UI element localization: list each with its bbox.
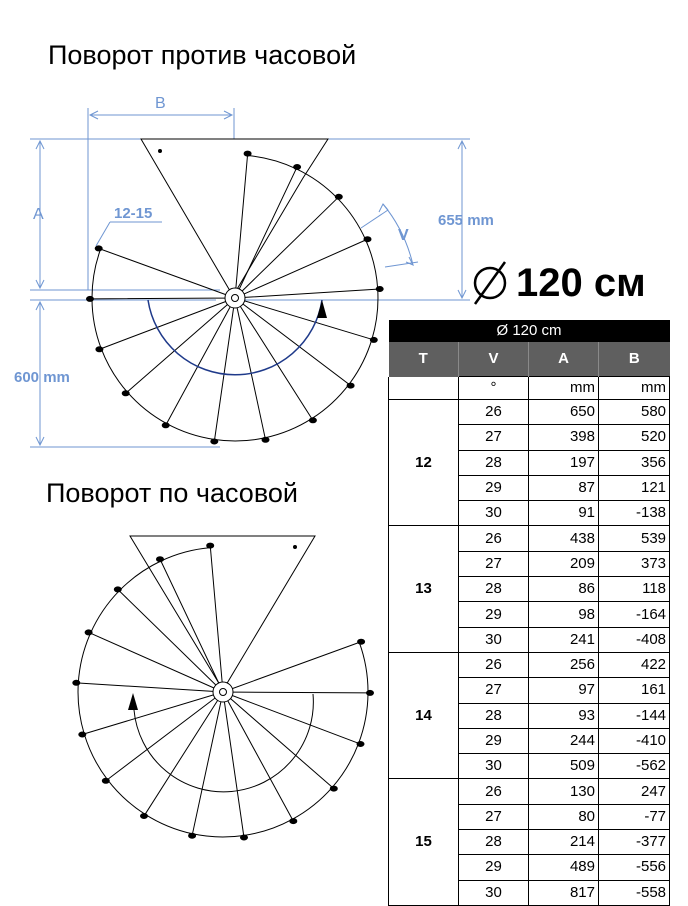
cell-v: 27 [459,425,529,450]
baluster [241,835,248,840]
table-row [389,526,670,551]
cell-a: 214 [529,830,599,855]
diameter-label: 120 см [516,260,646,305]
cell-a: 241 [529,627,599,652]
header-t: T [389,342,459,377]
cell-a: 91 [529,501,599,526]
cell-b: 356 [599,450,670,475]
cell-a: 93 [529,703,599,728]
cell-a: 130 [529,779,599,804]
unit-a: mm [529,377,599,400]
cell-b: 118 [599,577,670,602]
cell-b: 373 [599,551,670,576]
unit-t [389,377,459,400]
cell-v: 26 [459,779,529,804]
treads-count-cell: 13 [389,526,459,652]
treads-count-cell: 14 [389,652,459,778]
treads-count-cell: 12 [389,400,459,526]
cell-v: 27 [459,804,529,829]
cell-v: 30 [459,501,529,526]
cell-b: 121 [599,475,670,500]
cell-b: 520 [599,425,670,450]
header-v: V [459,342,529,377]
table-body [389,400,670,906]
cell-b: 539 [599,526,670,551]
cell-a: 817 [529,880,599,905]
cell-a: 80 [529,804,599,829]
stair-outline-cw [73,536,374,840]
baluster [85,630,92,635]
cell-v: 27 [459,551,529,576]
table-row [389,652,670,677]
baluster [157,557,164,562]
cell-a: 98 [529,602,599,627]
cell-v: 26 [459,652,529,677]
cell-v: 29 [459,855,529,880]
dimension-b-label: B [155,95,166,112]
cell-b: 422 [599,652,670,677]
baluster [114,587,121,592]
cell-b: 247 [599,779,670,804]
table-caption: Ø 120 cm [389,320,670,342]
cell-v: 26 [459,400,529,425]
cell-b: -558 [599,880,670,905]
cell-a: 438 [529,526,599,551]
cell-b: -77 [599,804,670,829]
baluster [141,814,148,819]
title-counterclockwise: Поворот против часовой [48,40,357,70]
baluster [367,690,374,695]
cell-a: 398 [529,425,599,450]
baluster [290,819,297,824]
steps-count-label: 12-15 [114,205,153,222]
baluster [189,833,196,838]
cell-v: 29 [459,602,529,627]
table-row [389,779,670,804]
cell-a: 244 [529,728,599,753]
baluster [358,639,365,644]
cell-b: -144 [599,703,670,728]
cell-b: -410 [599,728,670,753]
cell-a: 509 [529,754,599,779]
cell-b: -408 [599,627,670,652]
baluster [73,680,80,685]
cell-b: -377 [599,830,670,855]
cell-b: 580 [599,400,670,425]
cell-a: 86 [529,577,599,602]
baluster [79,732,86,737]
cell-a: 97 [529,678,599,703]
rotation-arrow-cw-icon [128,693,138,710]
cell-v: 29 [459,728,529,753]
cell-a: 209 [529,551,599,576]
title-clockwise: Поворот по часовой [46,478,298,508]
header-b: B [599,342,670,377]
treads-count-cell: 15 [389,779,459,905]
baluster [357,742,364,747]
cell-v: 28 [459,703,529,728]
baluster [102,778,109,783]
height-bottom-label: 600 mm [14,369,70,386]
dimensions-table [388,320,670,906]
dimension-v-label: V [398,227,409,244]
cell-v: 27 [459,678,529,703]
cell-a: 87 [529,475,599,500]
height-top-label: 655 mm [438,212,494,229]
cell-v: 30 [459,754,529,779]
cell-a: 197 [529,450,599,475]
cell-b: 161 [599,678,670,703]
cell-a: 650 [529,400,599,425]
cell-v: 29 [459,475,529,500]
cell-a: 489 [529,855,599,880]
cell-v: 28 [459,450,529,475]
cell-v: 26 [459,526,529,551]
baluster [330,786,337,791]
unit-b: mm [599,377,670,400]
header-a: A [529,342,599,377]
rotation-arc-cw [134,694,313,792]
cell-v: 30 [459,880,529,905]
cell-b: -556 [599,855,670,880]
cell-b: -562 [599,754,670,779]
cell-a: 256 [529,652,599,677]
baluster [207,543,214,548]
cell-v: 30 [459,627,529,652]
cell-v: 28 [459,830,529,855]
table-row [389,400,670,425]
cell-v: 28 [459,577,529,602]
unit-v: ° [459,377,529,400]
dimension-a-label: A [33,206,44,223]
cell-b: -138 [599,501,670,526]
cell-b: -164 [599,602,670,627]
